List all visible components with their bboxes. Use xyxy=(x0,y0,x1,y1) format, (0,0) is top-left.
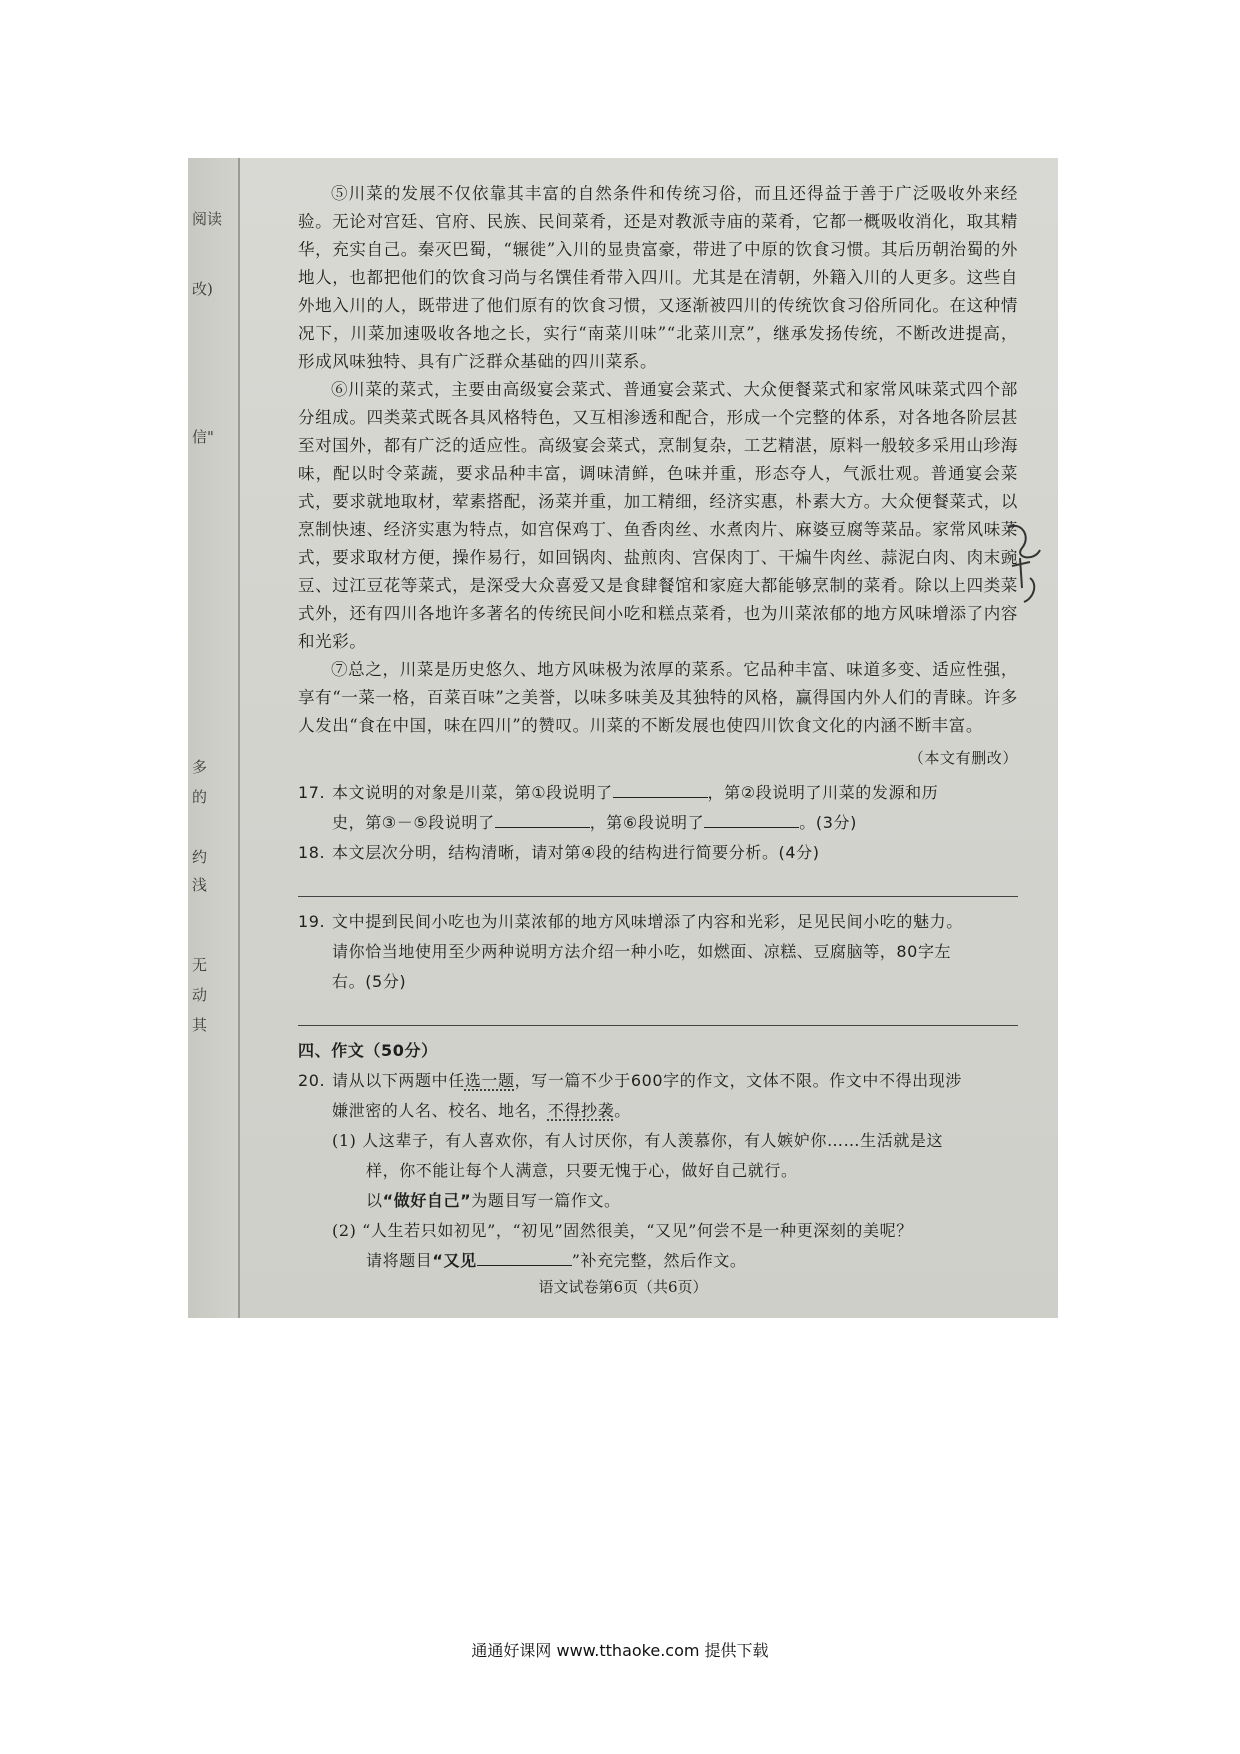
question-20 xyxy=(298,1066,1018,1276)
q17-text-c: 史，第③－⑤段说明了 xyxy=(332,813,495,832)
question-17 xyxy=(298,778,1018,838)
question-number: 18. xyxy=(298,843,326,862)
adjacent-page-strip xyxy=(188,158,240,1318)
opt2-task-a: 请将题目 xyxy=(366,1251,433,1270)
question-18 xyxy=(298,838,1018,897)
option-2-task xyxy=(298,1246,1018,1276)
opt1-task-a: 以 xyxy=(366,1191,383,1210)
title-blank[interactable] xyxy=(477,1247,572,1266)
q20-text-b: ，写一篇不少于600字的作文，文体不限。作文中不得出现涉 xyxy=(514,1071,962,1090)
fragment: 信" xyxy=(192,428,214,446)
q19-text-3: 右。(5分) xyxy=(332,972,407,991)
q20-text-c: 嫌泄密的人名、校名、地名， xyxy=(332,1101,548,1120)
opt1-title: “做好自己” xyxy=(382,1191,472,1210)
opt2-task-b: ”补充完整，然后作文。 xyxy=(571,1251,747,1270)
paragraph-6: ⑥川菜的菜式，主要由高级宴会菜式、普通宴会菜式、大众便餐菜式和家常风味菜式四个部分组成。四类菜式既各具风格特色，又互相渗透和配合，形成一个完整的体系，对各地各阶层甚至对国外，都有广泛的适应性。高级宴会菜式，烹制复杂，工艺精湛，原料一般较多采用山珍海味，配以时令菜蔬，要求品种丰富，调味清鲜，色味并重，形态夺人，气派壮观。普通宴会菜式，要求就地取材，荤素搭配，汤菜并重，加工精细，经济实惠，朴素大方。大众便餐菜式，以烹制快速、经济实惠为特点，如宫保鸡丁、鱼香肉丝、水煮肉片、麻婆豆腐等菜品。家常风味菜式，要求取材方便，操作易行，如回锅肉、盐煎肉、宫保肉丁、干煸牛肉丝、蒜泥白肉、肉末豌豆、过江豆花等菜式，是深受大众喜爱又是食肆餐馆和家庭大都能够烹制的菜肴。除以上四类菜式外，还有四川各地许多著名的传统民间小吃和糕点菜肴，也为川菜浓郁的地方风味增添了内容和光彩。 xyxy=(298,380,1018,651)
download-credit: 通通好课网 www.tthaoke.com 提供下载 xyxy=(471,1641,769,1660)
q19-text-1: 文中提到民间小吃也为川菜浓郁的地方风味增添了内容和光彩，足见民间小吃的魅力。 xyxy=(332,912,963,931)
question-number: 20. xyxy=(298,1071,326,1090)
exam-sheet xyxy=(298,180,1018,1276)
fragment: 其 xyxy=(192,1016,208,1034)
fragment: 无 xyxy=(192,956,208,974)
answer-blank[interactable] xyxy=(495,809,590,828)
opt1-task-b: 为题目写一篇作文。 xyxy=(471,1191,621,1210)
fragment: 多 xyxy=(192,758,208,776)
option-1-line-1: (1) 人这辈子，有人喜欢你，有人讨厌你，有人羡慕你，有人嫉妒你……生活就是这 xyxy=(332,1131,944,1150)
q18-text: 本文层次分明，结构清晰，请对第④段的结构进行简要分析。(4分) xyxy=(332,843,820,862)
q17-text-a: 本文说明的对象是川菜，第①段说明了 xyxy=(332,783,613,802)
q20-text-a: 请从以下两题中任 xyxy=(332,1071,465,1090)
emphasis-no-plagiarism: 不得抄袭 xyxy=(547,1101,615,1120)
source-note: （本文有删改） xyxy=(908,749,1018,767)
answer-line[interactable] xyxy=(298,870,1018,897)
left-margin-fragments xyxy=(190,158,230,1318)
option-2-line-1: (2) “人生若只如初见”，“初见”固然很美，“又见”何尝不是一种更深刻的美呢？ xyxy=(332,1221,913,1240)
answer-blank[interactable] xyxy=(704,809,799,828)
fragment: 动 xyxy=(192,986,208,1004)
q17-text-d: ，第⑥段说明了 xyxy=(589,813,705,832)
option-1-line-2: 样，你不能让每个人满意，只要无愧于心，做好自己就行。 xyxy=(366,1161,798,1180)
opt2-title: “又见 xyxy=(432,1251,477,1270)
fragment: 改) xyxy=(192,280,213,298)
page-footer: 语文试卷第6页（共6页） xyxy=(538,1278,708,1296)
answer-blank[interactable] xyxy=(613,779,708,798)
question-number: 19. xyxy=(298,912,326,931)
scanned-exam-photo xyxy=(188,158,1058,1318)
section-4-title: 四、作文（50分） xyxy=(298,1041,438,1060)
emphasis-choose-one: 选一题 xyxy=(464,1071,515,1090)
question-number: 17. xyxy=(298,783,326,802)
q19-text-2: 请你恰当地使用至少两种说明方法介绍一种小吃，如燃面、凉糕、豆腐脑等，80字左 xyxy=(332,942,952,961)
question-19 xyxy=(298,907,1018,1026)
q17-text-b: ，第②段说明了川菜的发源和历 xyxy=(707,783,939,802)
q20-text-d: 。 xyxy=(614,1101,631,1120)
fragment: 浅 xyxy=(192,876,208,894)
option-1-task xyxy=(298,1186,1018,1216)
fragment: 约 xyxy=(192,848,208,866)
q17-text-e: 。(3分) xyxy=(799,813,857,832)
fragment: 的 xyxy=(192,788,208,806)
paragraph-7: ⑦总之，川菜是历史悠久、地方风味极为浓厚的菜系。它品种丰富、味道多变、适应性强，享有“一菜一格，百菜百味”之美誉，以味多味美及其独特的风格，赢得国内外人们的青睐。许多人发出“食在中国，味在四川”的赞叹。川菜的不断发展也使四川饮食文化的内涵不断丰富。 xyxy=(298,660,1018,735)
paragraph-5: ⑤川菜的发展不仅依靠其丰富的自然条件和传统习俗，而且还得益于善于广泛吸收外来经验。无论对宫廷、官府、民族、民间菜肴，还是对教派寺庙的菜肴，它都一概吸收消化，取其精华，充实自己。秦灭巴蜀，“辗徙”入川的显贵富豪，带进了中原的饮食习惯。其后历朝治蜀的外地人，也都把他们的饮食习尚与名馔佳肴带入四川。尤其是在清朝，外籍入川的人更多。这些自外地入川的人，既带进了他们原有的饮食习惯，又逐渐被四川的传统饮食习俗所同化。在这种情况下，川菜加速吸收各地之长，实行“南菜川味”“北菜川烹”，继承发扬传统，不断改进提高，形成风味独特、具有广泛群众基础的四川菜系。 xyxy=(298,184,1018,371)
fragment: 阅读 xyxy=(192,210,223,228)
answer-line[interactable] xyxy=(298,999,1018,1026)
